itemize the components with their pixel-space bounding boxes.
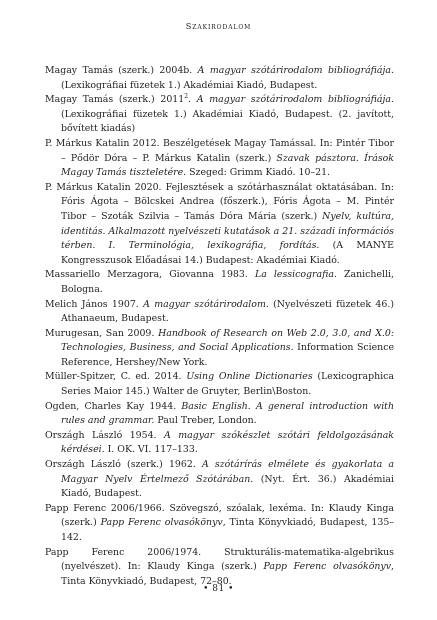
reference-title: Basic English. A general introduction with rules and grammar. (61, 400, 394, 427)
reference-text: (Nyelvészeti füzetek 46.) Athanaeum, Budapest. (61, 298, 394, 325)
reference-text: . (188, 94, 197, 106)
reference-entry (45, 93, 394, 137)
reference-text: Zanichelli, Bologna. (61, 269, 394, 295)
reference-title: Papp Ferenc olvasókönyv (100, 517, 223, 529)
reference-text: (Lexicographica Series Maior 145.) Walter de Gruyter, Berlin\Boston. (61, 371, 394, 398)
reference-title: Handbook of Research on Web 2.0, 3.0, and X.0: Technologies, Business, and Social Applications. (61, 327, 395, 354)
reference-entry (45, 502, 394, 546)
reference-entry (45, 181, 394, 269)
reference-entry (45, 327, 394, 371)
reference-text: (A MANYE Kongresszusok Előadásai 14.) Budapest: Akadémiai Kiadó. (61, 240, 394, 266)
reference-text: Magay Tamás (szerk.) 2011 (45, 94, 185, 106)
reference-text: Melich János 1907. (45, 298, 144, 310)
reference-title: Szavak pásztora. Írások Magay Tamás tiszteletére. (61, 152, 394, 179)
reference-title: A magyar szótárirodalom. (143, 298, 269, 310)
reference-text: Papp Ferenc 2006/1966. Szövegszó, szóalak, lexéma. In: Klaudy Kinga (szerk.) (45, 502, 394, 529)
reference-text: Information Science Reference, Hershey/New York. (61, 342, 394, 368)
reference-entry (45, 298, 394, 327)
reference-title: A magyar szótárirodalom bibliográfiája. (197, 65, 394, 76)
running-head: Szakirodalom (185, 21, 252, 31)
reference-text: Magay Tamás (szerk.) 2004b. (45, 65, 198, 76)
reference-entry (45, 370, 394, 399)
reference-title: A magyar szótárirodalom bibliográfiája. (196, 94, 394, 106)
reference-text: P. Márkus Katalin 2020. Fejlesztések a szótárhasználat oktatásában. In: Fóris Ágota – Bölcskei Andrea (főszerk.), Fóris Ágota – M. Pintér Tibor – Szoták Szilvia – Tamás Dóra Mária (szerk.) (45, 181, 394, 222)
reference-text: Massariello Merzagora, Giovanna 1983. (45, 269, 255, 281)
reference-entry (45, 400, 394, 429)
reference-title: Nyelv, kultúra, identitás. Alkalmazott nyelvészeti kutatások a 21. századi információs térben. I. Terminológia, lexikográfia, fordítás. (61, 210, 394, 252)
reference-title: A magyar szókészlet szótári feldolgozásának kérdései. (61, 429, 394, 456)
reference-title: Papp Ferenc olvasókönyv (263, 561, 392, 573)
reference-text: I. OK. VI. 117–133. (104, 444, 198, 456)
reference-list (45, 64, 394, 589)
reference-text: Országh László (szerk.) 1962. (45, 459, 202, 471)
reference-entry (45, 268, 394, 297)
reference-text: Szeged: Grimm Kiadó. 10–21. (186, 167, 331, 179)
reference-entry (45, 458, 394, 502)
reference-text: Papp Ferenc 2006/1974. Strukturális-matematika-algebrikus (nyelvészet). In: Klaudy Kinga (szerk.) (45, 546, 394, 573)
reference-text: (Lexikográfiai füzetek 1.) Akadémiai Kiadó, Budapest. (2. javított, bővített kiadás) (61, 108, 394, 135)
reference-title: Using Online Dictionaries (186, 371, 313, 383)
page-number: • 81 • (203, 584, 234, 594)
reference-entry (45, 64, 394, 93)
reference-text: (Lexikográfiai füzetek 1.) Akadémiai Kiadó, Budapest. (61, 79, 318, 91)
reference-text: Murugesan, San 2009. (45, 327, 159, 339)
reference-entry (45, 429, 394, 458)
reference-entry (45, 546, 394, 590)
edition-superscript: 2 (184, 93, 189, 101)
reference-title: La lessicografia. (254, 269, 337, 281)
reference-entry (45, 137, 394, 181)
reference-text: Müller-Spitzer, C. ed. 2014. (45, 371, 187, 383)
reference-text: , Tinta Könyvkiadó, Budapest, 135–142. (61, 517, 394, 543)
reference-text: , Tinta Könyvkiadó, Budapest, 72–80. (61, 561, 394, 587)
reference-text: Országh László 1954. (45, 429, 165, 441)
reference-text: Ogden, Charles Kay 1944. (45, 400, 182, 412)
reference-title: A szótárírás elmélete és gyakorlata a Magyar Nyelv Értelmező Szótárában. (61, 459, 394, 485)
reference-text: Paul Treber, London. (154, 415, 257, 427)
reference-text: P. Márkus Katalin 2012. Beszélgetések Magay Tamással. In: Pintér Tibor – Pődör Dóra – P. Márkus Katalin (szerk.) (45, 137, 394, 164)
reference-text: (Nyt. Ért. 36.) Akadémiai Kiadó, Budapest. (61, 473, 395, 500)
